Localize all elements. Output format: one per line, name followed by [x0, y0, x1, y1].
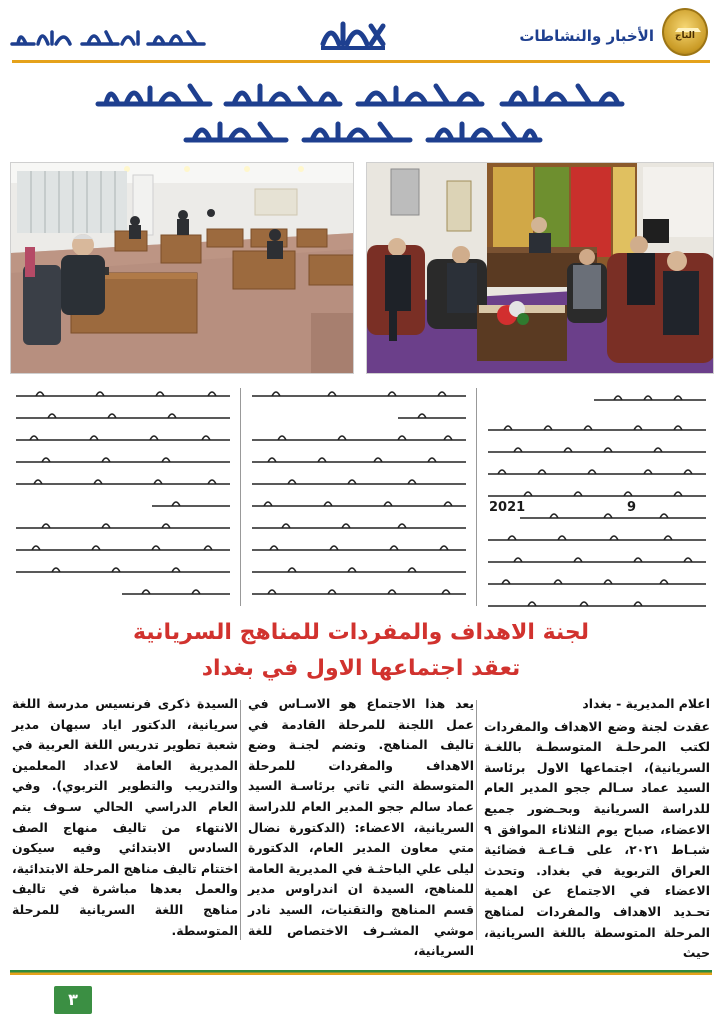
column-divider	[476, 388, 477, 606]
section-title: الأخبار والنشاطات	[519, 27, 654, 45]
page-number: ٣	[54, 986, 92, 1014]
crown-logo-icon	[662, 8, 708, 56]
syriac-headline-icon	[90, 74, 630, 150]
syriac-script-lines-icon	[12, 384, 234, 608]
syriac-text-column-1	[484, 384, 710, 608]
syriac-script-lines-icon	[484, 384, 710, 608]
syriac-masthead-mark-icon	[317, 14, 389, 54]
article-headline-line2: تعقد اجتماعها الاول في بغداد	[201, 656, 521, 681]
header-rule	[12, 60, 710, 63]
column-divider	[240, 700, 241, 940]
meeting-room-photo	[10, 162, 354, 374]
article-paragraph: يعد هذا الاجتماع هو الاسـاس في عمل اللجنة للمرحلة القادمة في تاليف المناهج. وتضم لجنـة وضع الاهداف والمفردات للمرحلة المتوسطة التي تاتي برئاسـة السيد عماد سالم ججو المدير العام للدراسة السريانية، الاعضاء: (الدكتورة نضال متي معاون المدير العام، الدكتورة ليلى علي الباحثـة في المديرية العامة للمناهج، السيدة ان اندراوس مدير قسم المناهج والتقنيات، السيد نادر موشي المشـرف الاختصاص للغة السريانية،	[248, 696, 474, 959]
article-column-1	[484, 694, 710, 964]
meeting-room-illustration-icon	[11, 163, 354, 374]
syriac-date-year: 2021	[486, 500, 528, 515]
page-header	[0, 0, 722, 66]
syriac-text-column-3	[12, 384, 234, 608]
syriac-text-column-2	[248, 384, 470, 608]
logo-text: التاج	[674, 31, 695, 41]
office-meeting-photo	[366, 162, 714, 374]
syriac-section-title-icon	[8, 24, 208, 50]
column-divider	[476, 700, 477, 940]
syriac-date-day: 9	[624, 500, 639, 515]
column-divider	[240, 388, 241, 606]
footer-band	[10, 970, 712, 975]
article-headline-line1: لجنة الاهداف والمفردات للمناهج السريانية	[132, 620, 590, 645]
article-dateline: اعلام المديرية - بغداد	[582, 696, 710, 711]
article-column-3	[12, 694, 238, 941]
article-paragraph: عقدت لجنة وضع الاهداف والمفردات لكتب المرحلـة المتوسطـة باللغـة السريانية)، اجتماعها الاول برئاسة السيد عماد سـالم ججو المدير العام للدراسة السريانية وبحـضور جميع الاعضاء، صباح يوم الثلاثاء الموافق ٩ شبـاط ٢٠٢١، على قـاعـة فضائية العراق التربوية في بغداد. وتحدث الاعضاء في الاجتماع عن اهمية تحـديد الاهداف والمفردات لمناهج المرحلة المتوسطة باللغة السريانية، حيث	[484, 718, 710, 961]
article-paragraph: السيدة ذكرى فرنسيس مدرسة اللغة سريانية، الدكتور اياد سبهان مدير شعبة تطوير تدريس اللغة العربية في المديرية العامة لاعداد المعلمين والتدريب والتطوير التربوي). وفي العام الدراسي الحالي سـوف يتم الانتهاء من تاليف منهاج الصف السادس الابتدائي وفيه سيكون اختتام تاليف مناهج المرحلة الابتدائية، والعمل بعدها مباشرة في تاليف مناهج اللغة السريانية للمرحلة المتوسطة.	[12, 696, 238, 938]
syriac-script-lines-icon	[248, 384, 470, 608]
article-column-2	[248, 694, 474, 962]
office-meeting-illustration-icon	[367, 163, 714, 374]
